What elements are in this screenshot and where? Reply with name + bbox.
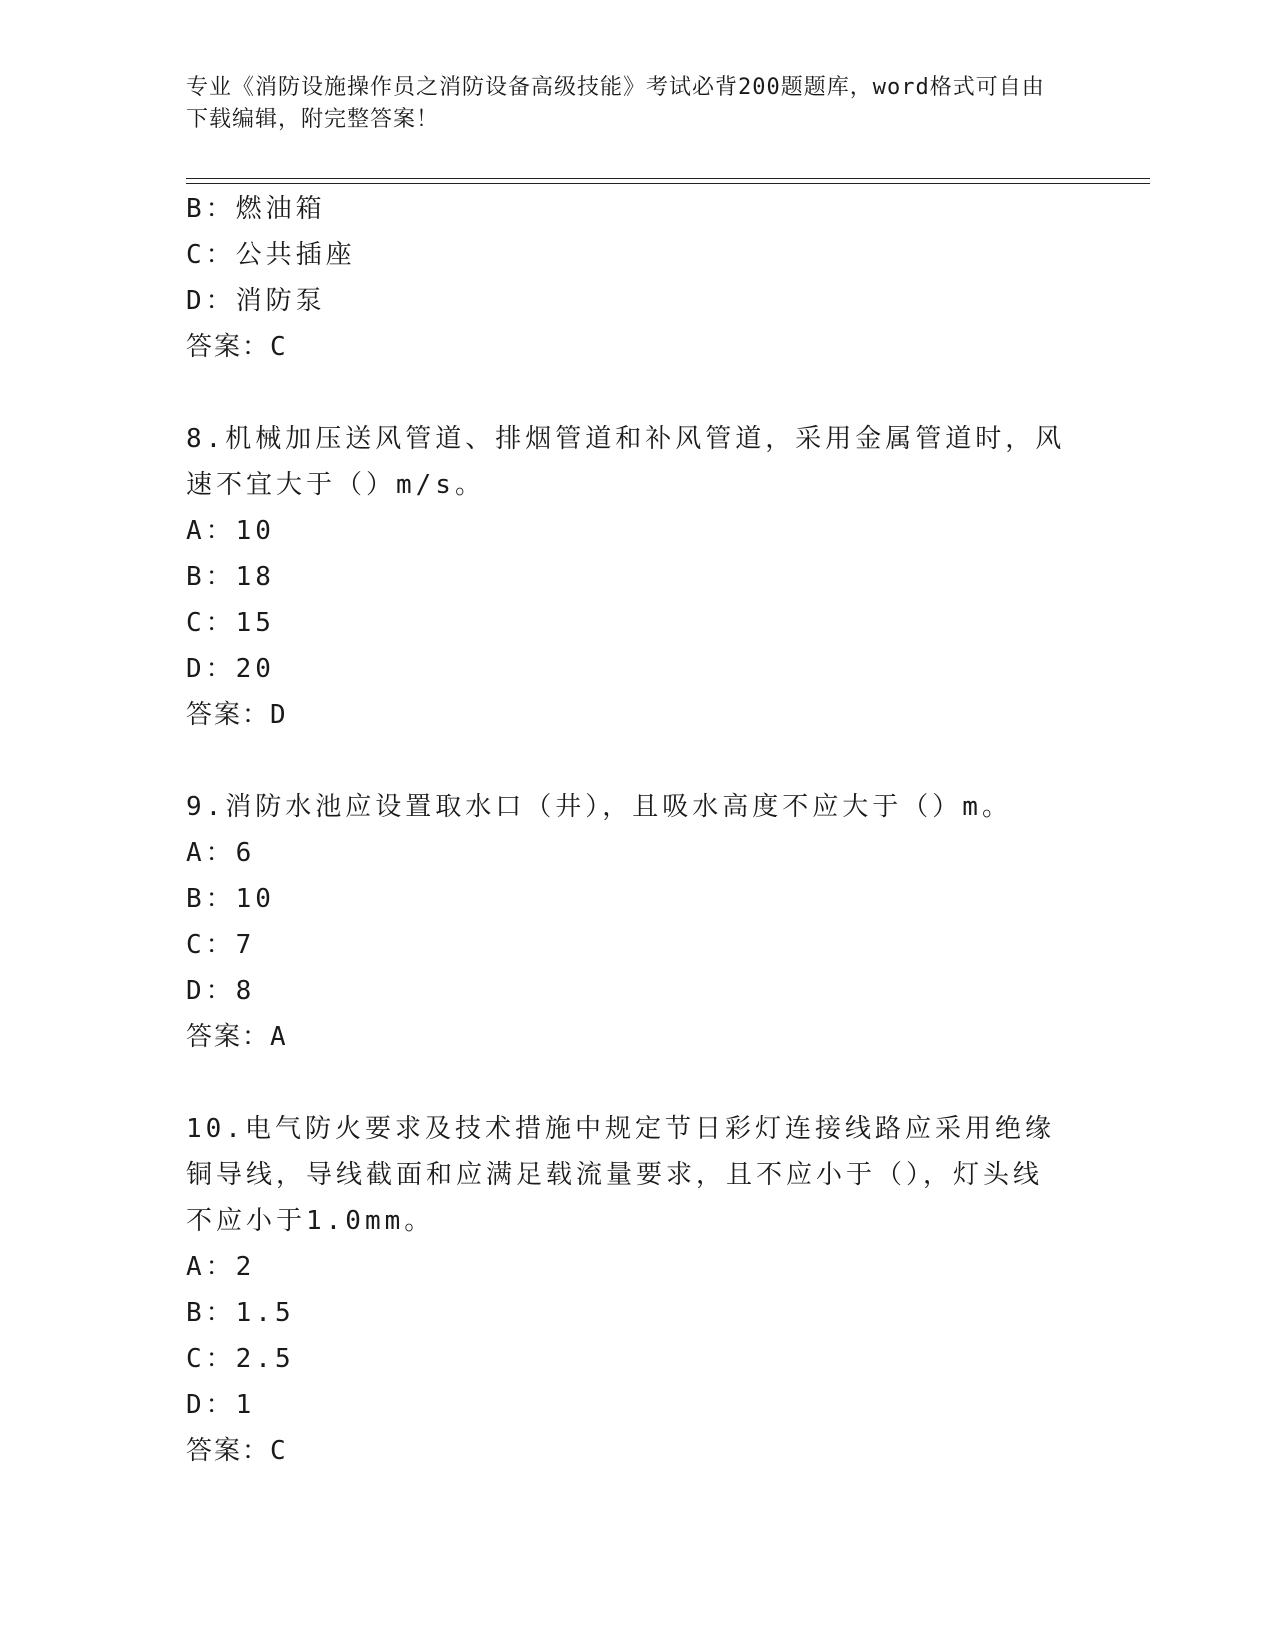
question-10 xyxy=(186,1106,1086,1474)
question-stem: 8.机械加压送风管道、排烟管道和补风管道，采用金属管道时，风速不宜大于（）m/s。 xyxy=(186,424,1066,500)
option-d: D：1 xyxy=(186,1390,256,1420)
option-c: C：公共插座 xyxy=(186,240,356,270)
option-b: B：18 xyxy=(186,562,275,592)
option-a: A：10 xyxy=(186,516,275,546)
option-c: C：7 xyxy=(186,930,256,960)
option-b: B：10 xyxy=(186,884,275,914)
question-8 xyxy=(186,416,1086,738)
answer: 答案：A xyxy=(186,1022,288,1052)
option-a: A：2 xyxy=(186,1252,256,1282)
option-b: B：1.5 xyxy=(186,1298,295,1328)
question-content xyxy=(186,186,1086,1474)
option-d: D：20 xyxy=(186,654,275,684)
answer: 答案：C xyxy=(186,332,288,362)
answer: 答案：C xyxy=(186,1436,288,1466)
header-rule-top xyxy=(186,178,1150,179)
question-stem: 10.电气防火要求及技术措施中规定节日彩灯连接线路应采用绝缘铜导线，导线截面和应满足载流量要求，且不应小于（），灯头线不应小于1.0mm。 xyxy=(186,1114,1055,1236)
option-c: C：2.5 xyxy=(186,1344,295,1374)
answer: 答案：D xyxy=(186,700,288,730)
option-d: D：消防泵 xyxy=(186,286,326,316)
option-b: B：燃油箱 xyxy=(186,194,326,224)
question-9 xyxy=(186,784,1086,1060)
question-stem: 9.消防水池应设置取水口（井），且吸水高度不应大于（）m。 xyxy=(186,792,1012,822)
continued-question xyxy=(186,186,1086,370)
option-a: A：6 xyxy=(186,838,256,868)
header-rule-bottom xyxy=(186,183,1150,184)
document-header: 专业《消防设施操作员之消防设备高级技能》考试必背200题题库，word格式可自由下载编辑，附完整答案！ xyxy=(186,75,1045,132)
option-c: C：15 xyxy=(186,608,275,638)
option-d: D：8 xyxy=(186,976,256,1006)
